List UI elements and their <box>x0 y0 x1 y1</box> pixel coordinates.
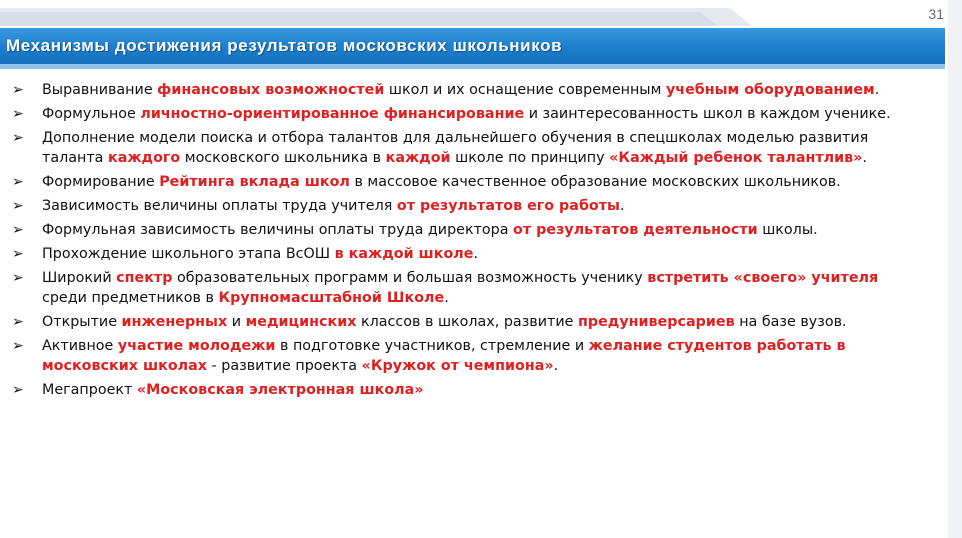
highlighted-text: каждого <box>107 150 181 166</box>
highlighted-text: «Кружок от чемпиона» <box>361 358 554 374</box>
highlighted-text: финансовых возможностей <box>157 82 385 98</box>
arrowhead-bullet-icon: ➢ <box>12 382 24 398</box>
highlighted-text: встретить «своего» учителя <box>647 270 879 286</box>
highlighted-text: каждой <box>385 150 451 166</box>
item-text: Зависимость величины оплаты труда учителя <box>42 198 397 214</box>
item-text: образовательных программ и большая возможность ученику <box>172 270 648 286</box>
arrowhead-bullet-icon: ➢ <box>12 314 24 330</box>
item-text: школе по принципу <box>450 150 610 166</box>
highlighted-text: «Каждый ребенок талантлив» <box>609 150 863 166</box>
arrowhead-bullet-icon: ➢ <box>12 198 24 214</box>
item-text: Мегапроект <box>42 382 137 398</box>
item-text: в подготовке участников, стремление и <box>275 338 589 354</box>
item-text: классов в школах, развитие <box>356 314 578 330</box>
item-text: Дополнение модели поиска и отбора талантов для дальнейшего обучения в спецшколах моделью развития таланта <box>42 130 869 166</box>
arrowhead-bullet-icon: ➢ <box>12 338 24 354</box>
list-item <box>12 172 922 192</box>
item-text: . <box>862 150 867 166</box>
item-text: . <box>473 246 478 262</box>
arrowhead-bullet-icon: ➢ <box>12 82 24 98</box>
list-item <box>12 268 922 308</box>
arrowhead-bullet-icon: ➢ <box>12 246 24 262</box>
item-text: Активное <box>42 338 118 354</box>
highlighted-text: Рейтинга вклада школ <box>159 174 350 190</box>
item-text: Прохождение школьного этапа ВсОШ <box>42 246 335 262</box>
right-edge-strip <box>948 0 962 538</box>
item-text: на базе вузов. <box>734 314 847 330</box>
title-bar <box>0 28 945 64</box>
bullet-list <box>12 80 922 404</box>
highlighted-text: от результатов его работы <box>396 198 620 214</box>
item-text: и <box>227 314 246 330</box>
highlighted-text: «Московская электронная школа» <box>136 382 424 398</box>
item-text: школ и их оснащение современным <box>384 82 666 98</box>
header-decoration <box>0 0 962 30</box>
item-text: . <box>444 290 449 306</box>
highlighted-text: учебным оборудованием <box>665 82 875 98</box>
highlighted-text: от результатов деятельности <box>513 222 758 238</box>
item-text: и заинтересованность школ в каждом ученике. <box>524 106 891 122</box>
item-text: Широкий <box>42 270 117 286</box>
list-item <box>12 220 922 240</box>
highlighted-text: спектр <box>116 270 173 286</box>
list-item <box>12 380 922 400</box>
item-text: в массовое качественное образование московских школьников. <box>349 174 841 190</box>
highlighted-text: в каждой школе <box>334 246 474 262</box>
item-text: Формульное <box>42 106 141 122</box>
item-text: школы. <box>757 222 818 238</box>
arrowhead-bullet-icon: ➢ <box>12 270 24 286</box>
list-item <box>12 196 922 216</box>
highlighted-text: личностно-ориентированное финансирование <box>140 106 525 122</box>
list-item <box>12 80 922 100</box>
arrowhead-bullet-icon: ➢ <box>12 222 24 238</box>
highlighted-text: предуниверсариев <box>577 314 735 330</box>
item-text: Формульная зависимость величины оплаты труда директора <box>42 222 514 238</box>
item-text: . <box>553 358 559 374</box>
arrowhead-bullet-icon: ➢ <box>12 174 24 190</box>
item-text: - развитие проекта <box>207 358 362 374</box>
item-text: . <box>874 82 880 98</box>
item-text: . <box>619 198 625 214</box>
page-title: Механизмы достижения результатов московских школьников <box>6 36 563 55</box>
item-text: среди предметников в <box>42 290 219 306</box>
item-text: Формирование <box>42 174 160 190</box>
list-item <box>12 128 922 168</box>
highlighted-text: медицинских <box>245 314 357 330</box>
highlighted-text: участие молодежи <box>117 338 276 354</box>
page-number: 31 <box>928 6 944 22</box>
arrowhead-bullet-icon: ➢ <box>12 106 24 122</box>
title-underline <box>0 64 945 69</box>
highlighted-text: инженерных <box>121 314 228 330</box>
list-item <box>12 336 922 376</box>
item-text: Открытие <box>42 314 122 330</box>
arrowhead-bullet-icon: ➢ <box>12 130 24 146</box>
list-item <box>12 104 922 124</box>
item-text: Выравнивание <box>42 82 158 98</box>
list-item <box>12 312 922 332</box>
highlighted-text: желание студентов работать в московских школах <box>42 338 846 374</box>
highlighted-text: Крупномасштабной Школе <box>218 290 445 306</box>
item-text: московского школьника в <box>180 150 386 166</box>
list-item <box>12 244 922 264</box>
